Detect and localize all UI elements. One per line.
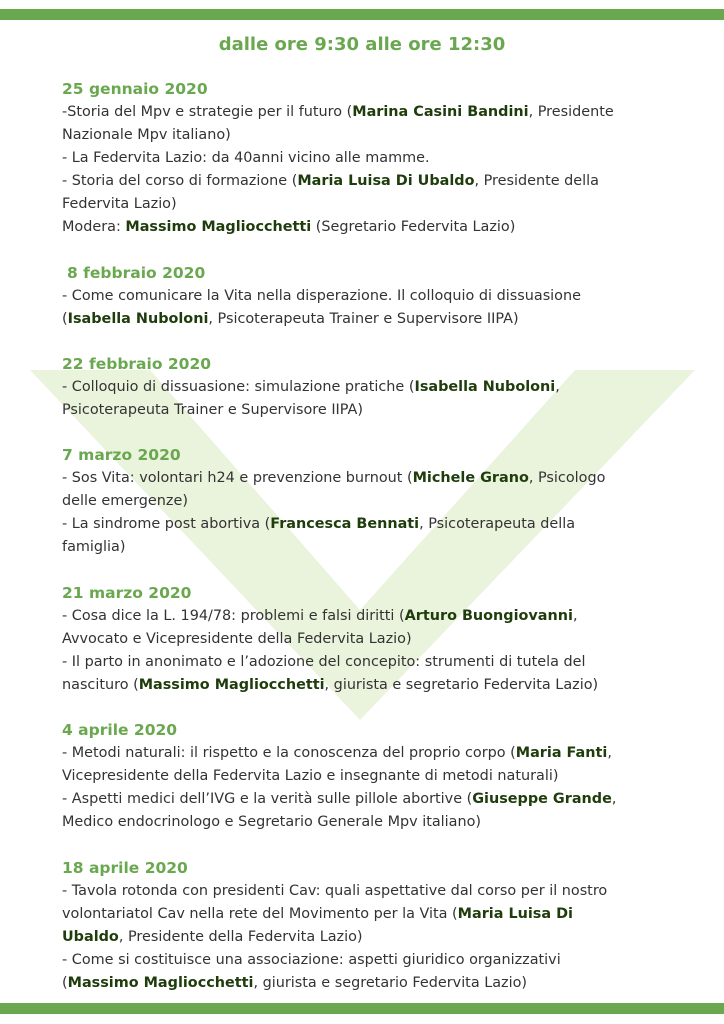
session-date: 18 aprile 2020: [62, 859, 188, 877]
speaker-name: Francesca Bennati: [270, 516, 420, 532]
session-line: - Storia del corso di formazione (Maria Luisa Di Ubaldo, Presidente della: [62, 173, 599, 189]
session-date: 7 marzo 2020: [62, 446, 181, 464]
speaker-name: Massimo Magliocchetti: [67, 975, 254, 991]
session-line: Medico endocrinologo e Segretario Generale Mpv italiano): [62, 814, 482, 830]
session-line: Ubaldo, Presidente della Federvita Lazio): [62, 929, 363, 945]
session-date: 25 gennaio 2020: [62, 80, 208, 98]
session-25-gennaio: [62, 78, 682, 239]
speaker-name: Maria Luisa Di Ubaldo: [297, 173, 475, 189]
speaker-name: Marina Casini Bandini: [352, 104, 529, 120]
session-line: - Sos Vita: volontari h24 e prevenzione burnout (Michele Grano, Psicologo: [62, 470, 606, 486]
session-7-marzo: [62, 444, 682, 559]
session-line: volontariatol Cav nella rete del Movimento per la Vita (Maria Luisa Di: [62, 906, 573, 922]
session-date: 22 febbraio 2020: [62, 355, 212, 373]
session-line: - Il parto in anonimato e l’adozione del concepito: strumenti di tutela del: [62, 654, 586, 670]
session-line: Avvocato e Vicepresidente della Federvita Lazio): [62, 631, 412, 647]
session-line: delle emergenze): [62, 493, 188, 509]
session-22-febbraio: [62, 353, 682, 422]
session-line: - Metodi naturali: il rispetto e la conoscenza del proprio corpo (Maria Fanti,: [62, 745, 612, 761]
session-line: Psicoterapeuta Trainer e Supervisore IIPA): [62, 402, 364, 418]
speaker-name: Massimo Magliocchetti: [138, 677, 325, 693]
speaker-name: Giuseppe Grande: [472, 791, 612, 807]
session-line: - Come si costituisce una associazione: aspetti giuridico organizzativi: [62, 952, 561, 968]
speaker-name: Isabella Nuboloni: [414, 379, 556, 395]
session-line: (Isabella Nuboloni, Psicoterapeuta Trainer e Supervisore IIPA): [62, 311, 519, 327]
session-date: 4 aprile 2020: [62, 721, 178, 739]
session-line: - Aspetti medici dell’IVG e la verità sulle pillole abortive (Giuseppe Grande,: [62, 791, 617, 807]
session-date: 21 marzo 2020: [62, 584, 192, 602]
session-line: nascituro (Massimo Magliocchetti, giurista e segretario Federvita Lazio): [62, 677, 599, 693]
speaker-name: Massimo Magliocchetti: [125, 219, 312, 235]
session-4-aprile: [62, 719, 682, 834]
speaker-name: Maria Luisa Di: [457, 906, 573, 922]
session-18-aprile: [62, 857, 682, 995]
session-8-febbraio: [62, 262, 682, 331]
session-line: Nazionale Mpv italiano): [62, 127, 231, 143]
session-line: (Massimo Magliocchetti, giurista e segretario Federvita Lazio): [62, 975, 528, 991]
session-line: - La sindrome post abortiva (Francesca Bennati, Psicoterapeuta della: [62, 516, 576, 532]
session-line: Modera: Massimo Magliocchetti (Segretario Federvita Lazio): [62, 219, 516, 235]
session-21-marzo: [62, 582, 682, 697]
session-line: Vicepresidente della Federvita Lazio e insegnante di metodi naturali): [62, 768, 559, 784]
session-line: Federvita Lazio): [62, 196, 177, 212]
session-line: - La Federvita Lazio: da 40anni vicino alle mamme.: [62, 150, 430, 166]
session-line: - Tavola rotonda con presidenti Cav: quali aspettative dal corso per il nostro: [62, 883, 608, 899]
session-line: famiglia): [62, 539, 126, 555]
session-line: - Colloquio di dissuasione: simulazione pratiche (Isabella Nuboloni,: [62, 379, 560, 395]
session-date: 8 febbraio 2020: [67, 264, 206, 282]
speaker-name: Maria Fanti: [515, 745, 608, 761]
session-line: -Storia del Mpv e strategie per il futuro (Marina Casini Bandini, Presidente: [62, 104, 614, 120]
speaker-name: Isabella Nuboloni: [67, 311, 209, 327]
session-line: - Come comunicare la Vita nella disperazione. Il colloquio di dissuasione: [62, 288, 581, 304]
session-line: - Cosa dice la L. 194/78: problemi e falsi diritti (Arturo Buongiovanni,: [62, 608, 578, 624]
speaker-name: Ubaldo: [62, 929, 119, 945]
speaker-name: Arturo Buongiovanni: [404, 608, 573, 624]
speaker-name: Michele Grano: [412, 470, 529, 486]
schedule-time-title: dalle ore 9:30 alle ore 12:30: [218, 34, 506, 55]
